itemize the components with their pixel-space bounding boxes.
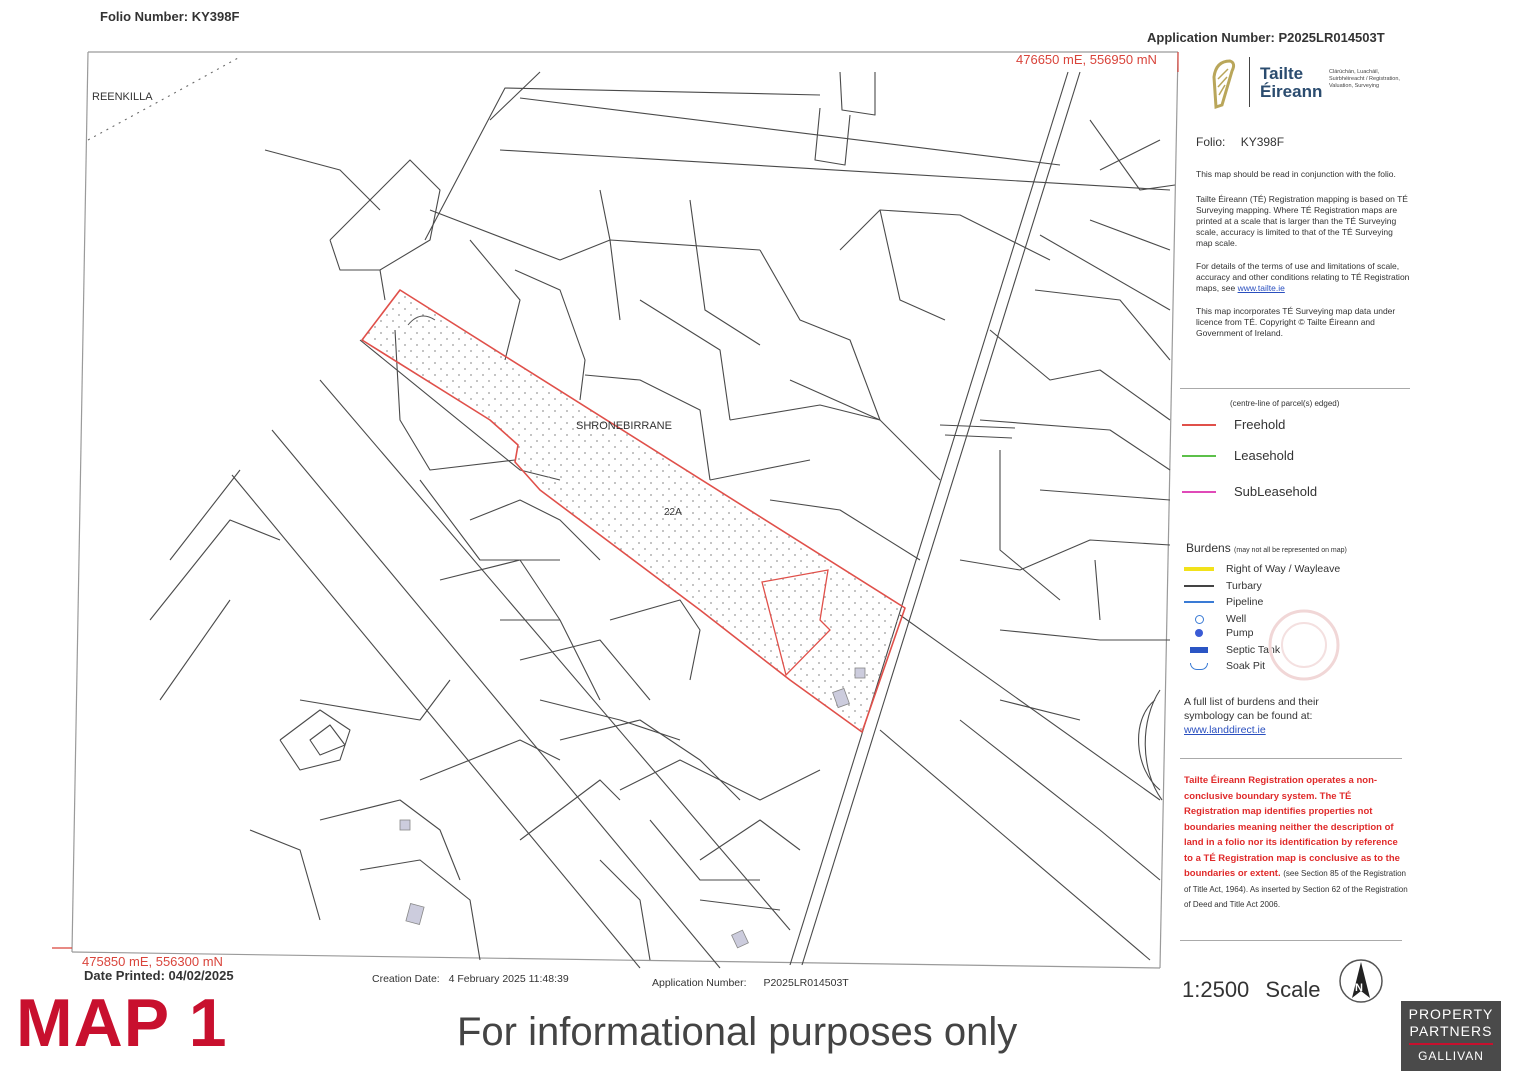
property-partners-logo xyxy=(1401,1001,1501,1071)
tailte-link[interactable]: www.tailte.ie xyxy=(1237,283,1285,293)
subleasehold-line-icon xyxy=(1182,491,1216,493)
footer-application-label: Application Number: xyxy=(652,977,747,989)
map-scale: 1:2500 xyxy=(1182,977,1250,1002)
footer-application-value: P2025LR014503T xyxy=(763,977,849,989)
brand-subtitle: Clárúchán, Luacháil, Suirbhéireacht / Registration, Valuation, Surveying xyxy=(1329,69,1400,89)
legend-freehold: Freehold xyxy=(1182,417,1285,432)
legend-note-4: This map incorporates TÉ Surveying map data under licence from TÉ. Copyright © Tailte Éireann and Government of Ireland. xyxy=(1196,306,1396,338)
brand-name-line2: Éireann xyxy=(1260,82,1323,101)
place-label-shronebirrane: SHRONEBIRRANE xyxy=(576,420,672,432)
legend-divider xyxy=(1180,388,1410,389)
burden-right-of-way: Right of Way / Wayleave xyxy=(1184,563,1340,575)
legend-divider-3 xyxy=(1180,940,1402,941)
legend-folio-value: KY398F xyxy=(1240,135,1285,149)
freehold-line-icon xyxy=(1182,424,1216,426)
coord-top-right: 476650 mE, 556950 mN xyxy=(1016,52,1157,67)
logo-line-1: PROPERTY xyxy=(1408,1006,1494,1022)
boundary-warning: Tailte Éireann Registration operates a non-conclusive boundary system. The TÉ Registration map identifies properties not boundaries meaning neither the description of land in a folio nor its identification by reference to a TÉ Registration map is conclusive as to the boundaries or extent. xyxy=(1184,775,1400,879)
coord-bottom-left: 475850 mE, 556300 mN xyxy=(82,954,223,969)
burden-septic-tank: Septic Tank xyxy=(1184,644,1280,656)
yellow-line-icon xyxy=(1184,567,1214,571)
legend-subleasehold: SubLeasehold xyxy=(1182,484,1317,499)
informational-disclaimer: For informational purposes only xyxy=(457,1010,1018,1054)
open-circle-icon xyxy=(1195,615,1204,624)
buildings xyxy=(400,668,865,948)
harp-logo-icon xyxy=(1208,57,1240,111)
burdens-note: (may not all be represented on map) xyxy=(1234,547,1347,554)
brand-name-line1: Tailte xyxy=(1260,64,1304,83)
legend-note-1: This map should be read in conjunction with the folio. xyxy=(1196,169,1396,179)
burden-turbary: Turbary xyxy=(1184,580,1262,592)
map-number-label: MAP 1 xyxy=(16,985,228,1061)
creation-date-value: 4 February 2025 11:48:39 xyxy=(448,973,569,985)
landdirect-link[interactable]: www.landdirect.ie xyxy=(1184,724,1266,736)
bowl-icon xyxy=(1190,663,1208,670)
date-printed: Date Printed: 04/02/2025 xyxy=(84,968,234,983)
creation-date-label: Creation Date: xyxy=(372,973,440,985)
legend-divider-2 xyxy=(1180,758,1402,759)
folio-number-header: Folio Number: KY398F xyxy=(100,9,240,24)
parcel-number-label: 22A xyxy=(664,507,682,518)
burden-pipeline: Pipeline xyxy=(1184,596,1263,608)
logo-red-bar xyxy=(1409,1043,1493,1045)
legend-panel xyxy=(1172,55,1417,945)
north-arrow-icon xyxy=(1336,958,1386,1004)
burden-pump: Pump xyxy=(1184,627,1253,639)
brand-divider xyxy=(1249,57,1250,107)
burdens-full-list-note: A full list of burdens and their symbology can be found at: xyxy=(1184,696,1319,722)
black-line-icon xyxy=(1184,585,1214,587)
boundary-warning-reference: (see Section 85 of the Registration of Title Act, 1964). As inserted by Section 62 of the Registration of Deed and Title Act 2006. xyxy=(1184,869,1408,909)
legend-note-2: Tailte Éireann (TÉ) Registration mapping is based on TÉ Surveying mapping. Where TÉ Registration maps are printed at a scale that is larger than the TÉ Surveying scale, accuracy is limited to that of the TÉ Surveying map scale. xyxy=(1196,194,1408,248)
application-number-header: Application Number: P2025LR014503T xyxy=(1147,30,1385,45)
burden-well: Well xyxy=(1184,613,1246,625)
leasehold-line-icon xyxy=(1182,455,1216,457)
logo-line-2: PARTNERS xyxy=(1409,1023,1493,1039)
blue-line-icon xyxy=(1184,601,1214,603)
legend-note-3: For details of the terms of use and limitations of scale, accuracy and other conditions relating to TÉ Registration maps, see xyxy=(1196,261,1410,293)
burdens-title: Burdens xyxy=(1186,541,1231,555)
stamp-icon xyxy=(1264,605,1344,685)
north-letter: N xyxy=(1355,982,1363,994)
scale-word: Scale xyxy=(1265,977,1321,1002)
filled-rect-icon xyxy=(1190,647,1208,653)
logo-line-3: GALLIVAN xyxy=(1418,1049,1484,1063)
legend-leasehold: Leasehold xyxy=(1182,448,1294,463)
place-label-reenkilla: REENKILLA xyxy=(92,91,153,103)
legend-folio-label: Folio: xyxy=(1196,135,1226,149)
burden-soak-pit: Soak Pit xyxy=(1184,660,1265,672)
parcel-edged-note: (centre-line of parcel(s) edged) xyxy=(1230,399,1340,408)
filled-circle-icon xyxy=(1195,629,1203,637)
